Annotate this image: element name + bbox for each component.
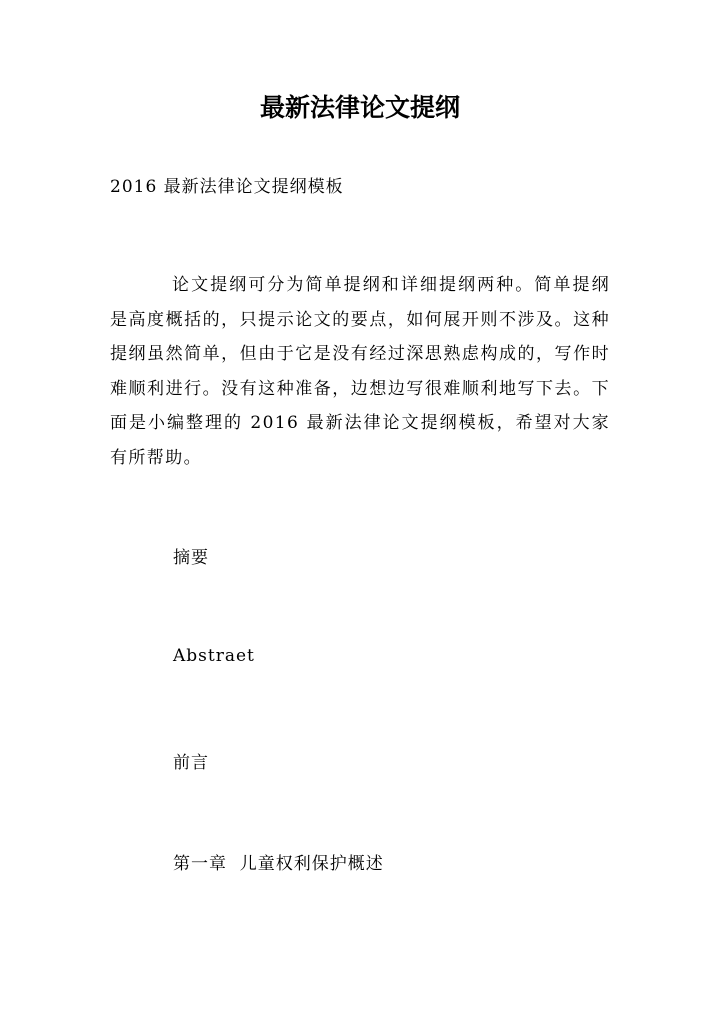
outline-item-chapter-one: 第一章 儿童权利保护概述 xyxy=(173,854,384,874)
document-subtitle: 2016 最新法律论文提纲模板 xyxy=(110,177,344,197)
document-title: 最新法律论文提纲 xyxy=(259,93,460,122)
outline-item-abstract-en: Abstraet xyxy=(173,646,255,666)
intro-paragraph: 论文提纲可分为简单提纲和详细提纲两种。简单提纲是高度概括的，只提示论文的要点，如何展开则不涉及。这种提纲虽然简单，但由于它是没有经过深思熟虑构成的，写作时难顺利进行。没有这种准备，边想边写很难顺利地写下去。下面是小编整理的 2016 最新法律论文提纲模板，希望对大家有所帮助。 xyxy=(110,275,610,468)
outline-item-abstract-cn: 摘要 xyxy=(173,548,209,568)
outline-item-preface: 前言 xyxy=(173,753,209,773)
